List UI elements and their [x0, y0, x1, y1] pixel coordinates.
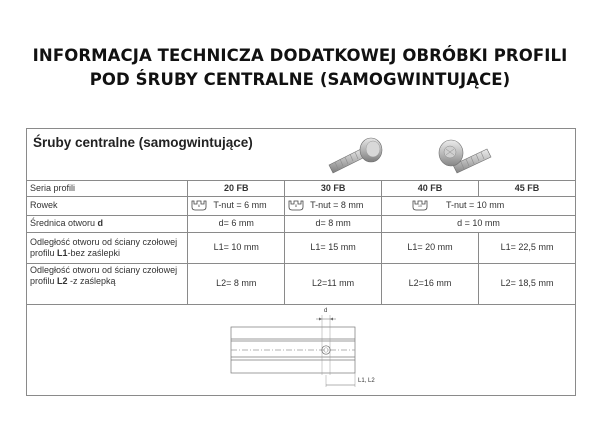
- t-nut-icon: [412, 200, 428, 211]
- series-20fb: 20 FB: [188, 181, 285, 196]
- table-row: [27, 232, 575, 263]
- groove-6mm: [188, 196, 285, 215]
- l1-40fb: L1= 20 mm: [382, 232, 479, 263]
- l1-30fb: L1= 15 mm: [285, 232, 382, 263]
- t-nut-icon: [191, 200, 207, 211]
- spec-table: [27, 181, 575, 305]
- series-45fb: 45 FB: [479, 181, 575, 196]
- title-line-2: POD ŚRUBY CENTRALNE (SAMOGWINTUJĄCE): [89, 70, 511, 89]
- series-40fb: 40 FB: [382, 181, 479, 196]
- hole-d10: d = 10 mm: [382, 215, 575, 232]
- hole-diameter-label: Średnica otworu: [30, 218, 98, 228]
- table-row: [27, 263, 575, 304]
- title-line-1: INFORMACJA TECHNICZA DODATKOWEJ OBRÓBKI PROFILI: [32, 46, 568, 65]
- dimension-l-label: L1, L2: [358, 378, 375, 384]
- row-label-series: Seria profili: [27, 181, 188, 196]
- table-row: [27, 196, 575, 215]
- dimension-d-label: d: [324, 308, 328, 314]
- series-30fb: 30 FB: [285, 181, 382, 196]
- svg-text:6: 6: [198, 204, 201, 209]
- l2-45fb: L2= 18,5 mm: [479, 263, 575, 304]
- screw-icon: [327, 135, 389, 175]
- profile-drawing: [27, 305, 575, 395]
- l1-label-line-2: profilu L1-bez zaślepki: [30, 247, 121, 258]
- hole-d8: d= 8 mm: [285, 215, 382, 232]
- groove-10mm: [382, 196, 575, 215]
- profile-technical-drawing: [27, 305, 575, 395]
- groove-6mm-value: T-nut = 6 mm: [213, 199, 267, 210]
- l2-label-line-1: Odległość otworu od ściany czołowej: [30, 264, 178, 275]
- svg-text:8: 8: [295, 204, 298, 209]
- groove-8mm-value: T-nut = 8 mm: [310, 199, 364, 210]
- row-label-groove: Rowek: [27, 196, 188, 215]
- l2-label-line-2: profilu L2 -z zaślepką: [30, 275, 116, 286]
- technical-sheet: [26, 128, 576, 396]
- hole-diameter-symbol: d: [97, 218, 104, 228]
- svg-text:10: 10: [418, 204, 422, 209]
- groove-10mm-value: T-nut = 10 mm: [446, 199, 505, 210]
- l1-label-line-1: Odległość otworu od ściany czołowej: [30, 236, 178, 247]
- row-label-hole-diameter: [27, 215, 188, 232]
- l2-40fb: L2=16 mm: [382, 263, 479, 304]
- groove-8mm: [285, 196, 382, 215]
- sheet-heading: Śruby centralne (samogwintujące): [33, 135, 253, 150]
- sheet-header: [27, 129, 575, 181]
- t-nut-icon: [288, 200, 304, 211]
- row-label-l2: [27, 263, 188, 304]
- table-row: [27, 181, 575, 196]
- table-row: [27, 215, 575, 232]
- hole-d6: d= 6 mm: [188, 215, 285, 232]
- row-label-l1: [27, 232, 188, 263]
- screw-icon: [435, 135, 497, 175]
- l2-20fb: L2= 8 mm: [188, 263, 285, 304]
- l1-20fb: L1= 10 mm: [188, 232, 285, 263]
- l1-45fb: L1= 22,5 mm: [479, 232, 575, 263]
- l2-30fb: L2=11 mm: [285, 263, 382, 304]
- page-title: [0, 44, 600, 92]
